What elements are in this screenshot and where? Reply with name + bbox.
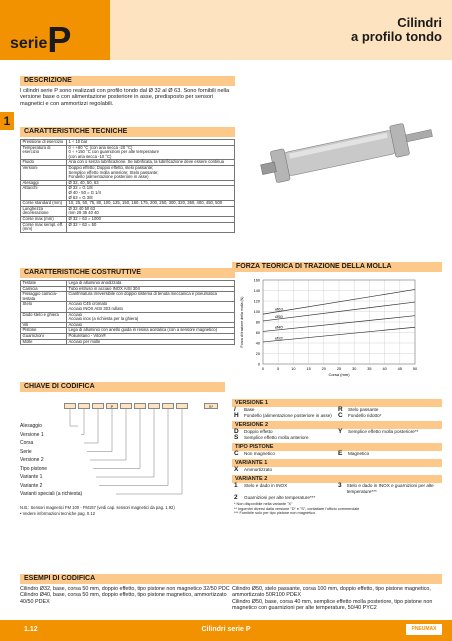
code-box [162,403,174,409]
versione-option [234,483,338,495]
row-value: 10, 25, 50, 75, 80, 100, 125, 150, 160, 175, 200, 250, 300, 320, 350, 400, 450, 500 [67,201,235,207]
code-connector [93,409,140,469]
esempio-4: Cilindro Ø50, base, corsa 40 mm, semplice effetto molla posteriore, tipo pistone non magnetico con guarnizioni per alte temperature, 50/40 PYC2 [232,598,433,612]
row-value: Ø 32 ÷ 63 = 1000 [67,216,235,222]
code-box [78,403,90,409]
tecniche-table [20,139,235,233]
row-value: Acciaio [67,322,235,328]
row-key: Corse standard (mm) [21,201,67,207]
versioni-notes [232,502,442,516]
row-value: Poliuretano - Viton® [67,333,235,339]
esempio-2: Cilindro Ø40, base, corsa 50 mm, doppio effetto, tipo pistone magnetico, ammortizzato 40/50 PDEX [20,592,227,605]
costruttive-heading: CARATTERISTICHE COSTRUTTIVE [20,268,235,278]
code-connector [70,409,78,426]
row-key: Pressione di esercizio [21,140,67,146]
table-row [21,165,235,180]
option-code: E [338,450,343,457]
costruttive-table [20,280,235,345]
option-code: D [234,428,239,435]
table-row [21,186,235,201]
row-value: Tubo estruso in acciaio INOX AISI 304 [67,286,235,292]
code-box [92,403,104,409]
versione-option [338,435,442,441]
footer-title: Cilindri serie P [201,626,251,633]
option-code: R [338,406,343,413]
cylinder-image [250,118,440,188]
code-label: Variante 1 [20,474,43,480]
table-row [21,145,235,160]
y-tick-label: 80 [255,320,260,325]
code-label: Versione 1 [20,431,44,438]
x-tick-label: 45 [397,367,402,371]
chiave-heading: CHIAVE DI CODIFICA [20,382,225,392]
series-label: Ø50 [275,313,283,319]
option-desc: Semplice effetto molla posteriore** [348,429,419,434]
page-header [0,0,452,60]
x-tick-label: 10 [291,367,296,371]
table-row [21,339,235,345]
descrizione-heading: DESCRIZIONE [20,76,235,86]
row-value: Ø 32, 40, 50, 63 [67,180,235,186]
table-row [21,292,235,302]
row-key: Corse max sempl. eff. (mm) [21,222,67,232]
row-value: 1 ÷ 10 bar [67,140,235,146]
option-desc: Stelo e dado in INOX e guarnizioni per alte temperature*** [346,483,434,494]
code-box: S* [204,403,218,409]
versione-heading: VERSIONE 1 [232,399,442,407]
row-key: Lunghezza decelerazione [21,206,67,216]
x-tick-label: 15 [306,367,311,371]
row-value: 0 ÷ +80 °C (con aria secca -20 °C) 0 ÷ +150 °C con guarnizioni per alte temperature (con aria secca -10 °C) [67,145,235,160]
versione-option [234,495,338,501]
code-connector [84,409,98,443]
versioni-panel [232,397,442,516]
option-code: S [234,434,239,441]
option-desc: Semplice effetto molla anteriore [244,435,309,440]
row-value: Ø 32 ÷ 63 = 50 [67,222,235,232]
option-desc: Fondello ridotto* [348,413,382,418]
esempi-heading: ESEMPI DI CODIFICA [20,574,442,584]
row-key: Attacchi [21,186,67,201]
code-label: Serie [20,448,32,455]
option-desc: Doppio effetto [244,429,273,434]
versione-option [338,483,442,495]
row-key: Testate [21,281,67,287]
note-line: *** Fornibile solo per tipo pistone non magnetico [234,511,316,516]
row-key: Stelo [21,302,67,312]
row-key: Temperatura di esercizio [21,145,67,160]
table-row [21,222,235,232]
row-value: Cianfrinatura irreversibile con doppio sistema di tenuta meccanica e pneumatica [67,292,235,302]
spring-force-chart [235,272,440,382]
chiave-diagram [20,398,220,578]
option-code: 3 [338,482,342,489]
table-row [21,302,235,312]
esempi-right [232,586,442,612]
option-desc: Stelo e dado in INOX [244,483,288,488]
row-value: Acciaio per molle [67,339,235,345]
chiave-note: • Vedere informazioni tecniche pag. 0.12 [20,511,96,516]
code-box [148,403,160,409]
versione-row [232,467,442,473]
row-value: Doppio effetto; Doppio effetto, stelo passante; Semplice effetto molla anteriore; Stelo passante; Fondello (alimentazione posteriore in asse) [67,165,235,180]
option-desc: Guarnizioni per alte temperature*** [244,495,316,500]
x-tick-label: 25 [336,367,342,371]
chiave-note: N.B.: Sensori magnetici FM 100 - FM157 (vedi cap. sensori magnetici da pag. 1.92) [20,505,175,510]
option-code: 2 [234,494,238,501]
option-code: C [234,450,239,457]
row-value: Ø 32 40 50 63 mm 29 35 40 40 [67,206,235,216]
row-key: Dado stelo e ghiera [21,312,67,322]
table-row [21,201,235,207]
option-code: C [338,412,343,419]
option-code: X [234,466,239,473]
row-value: Lega di alluminio anodizzata [67,281,235,287]
versione-row [232,451,442,457]
brand-logo: PNEUMAX [406,624,442,635]
versione-row [232,483,442,495]
option-desc: Magnetico [348,451,370,456]
chapter-tab: 1 [0,112,14,130]
row-key: Alesaggi [21,180,67,186]
row-key: Molle [21,339,67,345]
option-code: H [234,412,239,419]
versione-option [234,451,338,457]
code-connector [96,409,154,477]
esempio-3: Cilindro Ø50, stelo passante, corsa 100 mm, doppio effetto, tipo pistone magnetico, ammortizzato 50R100 PDEX [232,586,431,599]
row-value: Aria con o senza lubrificazione. Se lubrificata, la lubrificazione deve essere continua [67,160,235,166]
option-code: Y [338,428,343,435]
tecniche-heading: CARATTERISTICHE TECNICHE [20,127,235,137]
code-label: Versione 2 [20,457,44,463]
row-key: Fluido [21,160,67,166]
x-tick-label: 20 [321,367,326,371]
row-value: Acciaio C45 cromato Acciaio INOX AISI 303 rullato [67,302,235,312]
code-box [134,403,146,409]
x-tick-label: 35 [367,367,372,371]
option-desc: Base [244,407,255,412]
serie-label: serieP [10,19,72,60]
table-row [21,206,235,216]
versione-heading: VARIANTE 2 [232,475,442,483]
code-label: Corsa [20,440,34,446]
x-tick-label: 30 [352,367,357,371]
row-value: Ø 32 = G 1/8 Ø 40 - 50 = G 1/4 Ø 63 = G 3/8 [67,186,235,201]
row-key: Corse max (mm) [21,216,67,222]
page-footer [0,620,452,641]
versione-option [234,413,338,419]
versione-row [232,435,442,441]
row-key: Viti [21,322,67,328]
option-desc: Stelo passante [348,407,379,412]
y-tick-label: 160 [253,278,260,283]
esempio-1: Cilindro Ø32, base, corsa 50 mm, doppio effetto, tipo pistone non magnetico 32/50 PDC [20,586,230,592]
row-key: Fissaggio camicia-testata [21,292,67,302]
versione-option [234,467,338,473]
option-code: 1 [234,482,238,489]
x-axis-label: Corsa (mm) [328,372,350,377]
note-line: ** Ingombri diversi dalla versione "D" e "S", contattare l'ufficio commerciale [234,506,360,511]
row-key: Pistone [21,328,67,334]
row-value: Acciaio Acciaio inox (a richiesta per la ghiera) [67,312,235,322]
versione-heading: VARIANTE 1 [232,459,442,467]
row-key: Versioni [21,165,67,180]
descrizione-text: I cilindri serie P sono realizzati con profilo tondo dal Ø 32 al Ø 63. Sono fornibili nella versione base o con alimentazione posteriore in asse, predisposto per sensori magnetici e con ammortizzi regolabili. [20,88,230,107]
versione-heading: TIPO PISTONE [232,443,442,451]
page-title: Cilindri a profilo tondo [351,15,442,44]
versione-option [234,435,338,441]
code-label: Alesaggio [20,423,42,429]
row-value: Lega di alluminio con anello guida in resina acetalica (con a sensore magnetico) [67,328,235,334]
x-tick-label: 40 [382,367,387,371]
option-desc: Non magnetico [244,451,275,456]
code-label: Varianti speciali (a richiesta) [20,491,83,497]
x-tick-label: 5 [277,367,280,371]
code-label: Tipo pistone [20,465,48,472]
series-label: Ø32 [275,335,283,341]
page-number: 1.12 [24,626,38,633]
code-connector [99,409,168,486]
y-tick-label: 60 [255,330,260,335]
y-tick-label: 20 [255,351,260,356]
x-tick-label: 50 [412,367,418,371]
code-connector [90,409,126,460]
option-code [338,435,345,441]
series-label: Ø40 [275,324,283,330]
y-tick-label: 140 [253,288,260,293]
versione-row [232,413,442,419]
option-desc: Fondello (alimentazione posteriore in asse) [244,413,332,418]
series-label: Ø63 [275,306,283,312]
note-line: * Non disponibile nella variante "X" [234,502,293,506]
y-tick-label: 40 [255,341,260,346]
esempi-left [20,586,235,605]
y-axis-label: Forza di trazione della molla (N) [240,296,244,348]
table-row [21,312,235,322]
code-connector [87,409,112,452]
code-box [120,403,132,409]
versione-heading: VERSIONE 2 [232,421,442,429]
option-desc: Ammortizzato [244,467,273,472]
y-tick-label: 100 [253,309,260,314]
chart-heading: FORZA TEORICA DI TRAZIONE DELLA MOLLA [232,262,442,272]
row-key: Camicia [21,286,67,292]
code-label: Variante 2 [20,482,43,489]
option-code: / [234,406,236,413]
option-code [338,495,345,501]
x-tick-label: 0 [261,367,265,371]
code-connector [81,409,84,435]
versione-option [338,451,442,457]
versione-option [338,495,442,501]
code-box [176,403,188,409]
y-tick-label: 120 [253,299,260,304]
y-tick-label: 0 [257,362,260,367]
versione-row [232,495,442,501]
chiave-lines [20,398,220,578]
versione-option [338,413,442,419]
code-box [64,403,76,409]
row-key: Guarnizioni [21,333,67,339]
code-box: P [106,403,118,409]
